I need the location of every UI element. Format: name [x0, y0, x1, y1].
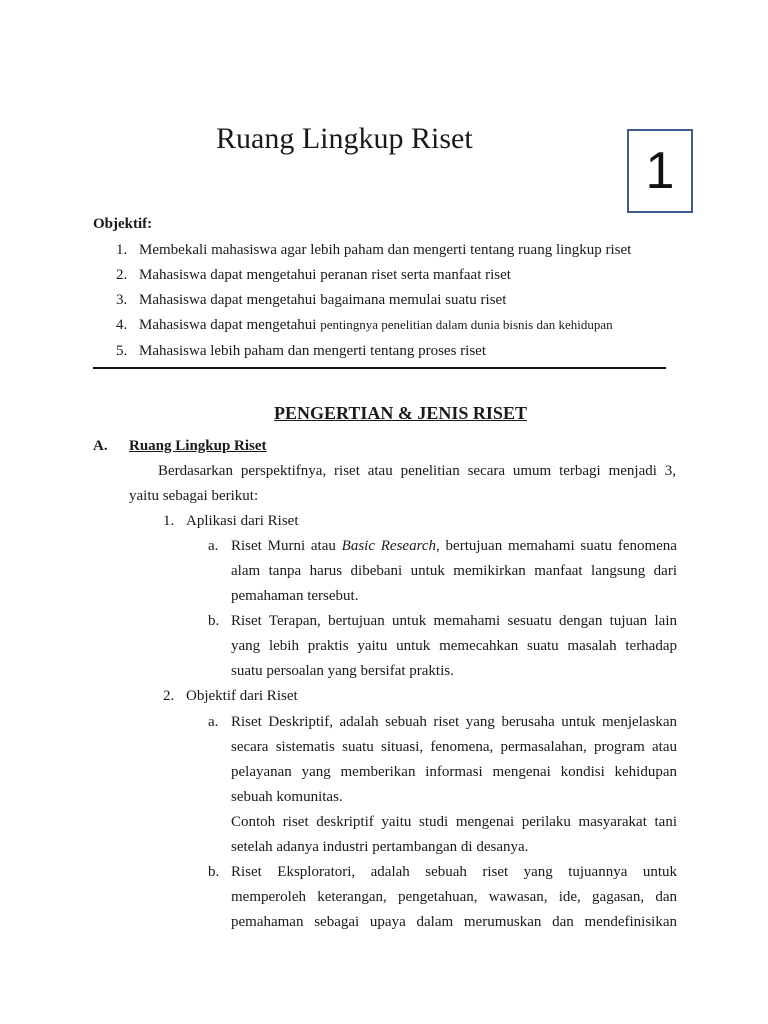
objective-text: Mahasiswa dapat mengetahui peranan riset serta manfaat riset [139, 267, 511, 283]
objective-number: 5. [116, 343, 128, 359]
paragraph-line: alam tanpa harus dibebani untuk memikirkan manfaat langsung dari [231, 563, 677, 579]
objective-text-small: pentingnya penelitian dalam dunia bisnis dan kehidupan [320, 317, 613, 332]
objective-text: Membekali mahasiswa agar lebih paham dan mengerti tentang ruang lingkup riset [139, 242, 632, 258]
list-label: Aplikasi dari Riset [186, 513, 299, 529]
objective-item [116, 267, 511, 284]
paragraph-line: sebuah komunitas. [231, 789, 343, 805]
objective-text: Mahasiswa dapat mengetahui [139, 317, 321, 333]
objective-item [116, 292, 506, 309]
paragraph-line: yang lebih praktis yaitu untuk memecahkan suatu masalah terhadap [231, 638, 677, 654]
list-label: Objektif dari Riset [186, 688, 298, 704]
list-number: 2. [163, 688, 175, 704]
paragraph-line: suatu persoalan yang bersifat praktis. [231, 663, 454, 679]
list-number: 1. [163, 513, 175, 529]
list-letter: b. [208, 613, 220, 629]
paragraph-line: Riset Eksploratori, adalah sebuah riset yang tujuannya untuk [231, 864, 677, 880]
objective-item [116, 343, 486, 360]
paragraph-line: pemahaman sebagai upaya dalam merumuskan dan mendefinisikan [231, 914, 677, 930]
horizontal-divider [93, 367, 666, 369]
emphasis-text: Basic Research [341, 538, 437, 554]
paragraph-line: pemahaman tersebut. [231, 588, 359, 604]
section-title: PENGERTIAN & JENIS RISET [274, 403, 527, 423]
subsection-letter: A. [93, 438, 108, 454]
objective-number: 4. [116, 317, 128, 333]
objective-item [116, 242, 631, 259]
objective-number: 2. [116, 267, 128, 283]
list-letter: b. [208, 864, 220, 880]
chapter-number-box: 1 [627, 129, 693, 213]
paragraph-line [231, 538, 677, 555]
paragraph-line: setelah adanya industri pertambangan di desanya. [231, 839, 529, 855]
objective-text: Mahasiswa dapat mengetahui bagaimana memulai suatu riset [139, 292, 507, 308]
paragraph-text: Riset Murni atau [231, 538, 342, 554]
intro-line: Berdasarkan perspektifnya, riset atau penelitian secara umum terbagi menjadi 3, [158, 463, 676, 479]
page-title: Ruang Lingkup Riset [216, 122, 473, 155]
paragraph-line: Riset Deskriptif, adalah sebuah riset yang berusaha untuk menjelaskan [231, 714, 677, 730]
paragraph-line: Riset Terapan, bertujuan untuk memahami sesuatu dengan tujuan lain [231, 613, 677, 629]
list-letter: a. [208, 538, 219, 554]
list-letter: a. [208, 714, 219, 730]
objective-text: Mahasiswa lebih paham dan mengerti tentang proses riset [139, 343, 486, 359]
objectives-heading: Objektif: [93, 216, 153, 232]
objective-number: 3. [116, 292, 128, 308]
subsection-title: Ruang Lingkup Riset [129, 438, 267, 454]
objective-item [116, 317, 613, 334]
intro-line: yaitu sebagai berikut: [129, 488, 259, 504]
paragraph-line: memperoleh keterangan, pengetahuan, wawasan, ide, gagasan, dan [231, 889, 677, 905]
paragraph-text: , bertujuan memahami suatu fenomena [436, 538, 677, 554]
paragraph-line: pelayanan yang memberikan informasi mengenai kondisi kehidupan [231, 764, 677, 780]
paragraph-line: Contoh riset deskriptif yaitu studi mengenai perilaku masyarakat tani [231, 814, 677, 830]
paragraph-line: secara sistematis suatu situasi, fenomena, permasalahan, program atau [231, 739, 677, 755]
objective-number: 1. [116, 242, 128, 258]
